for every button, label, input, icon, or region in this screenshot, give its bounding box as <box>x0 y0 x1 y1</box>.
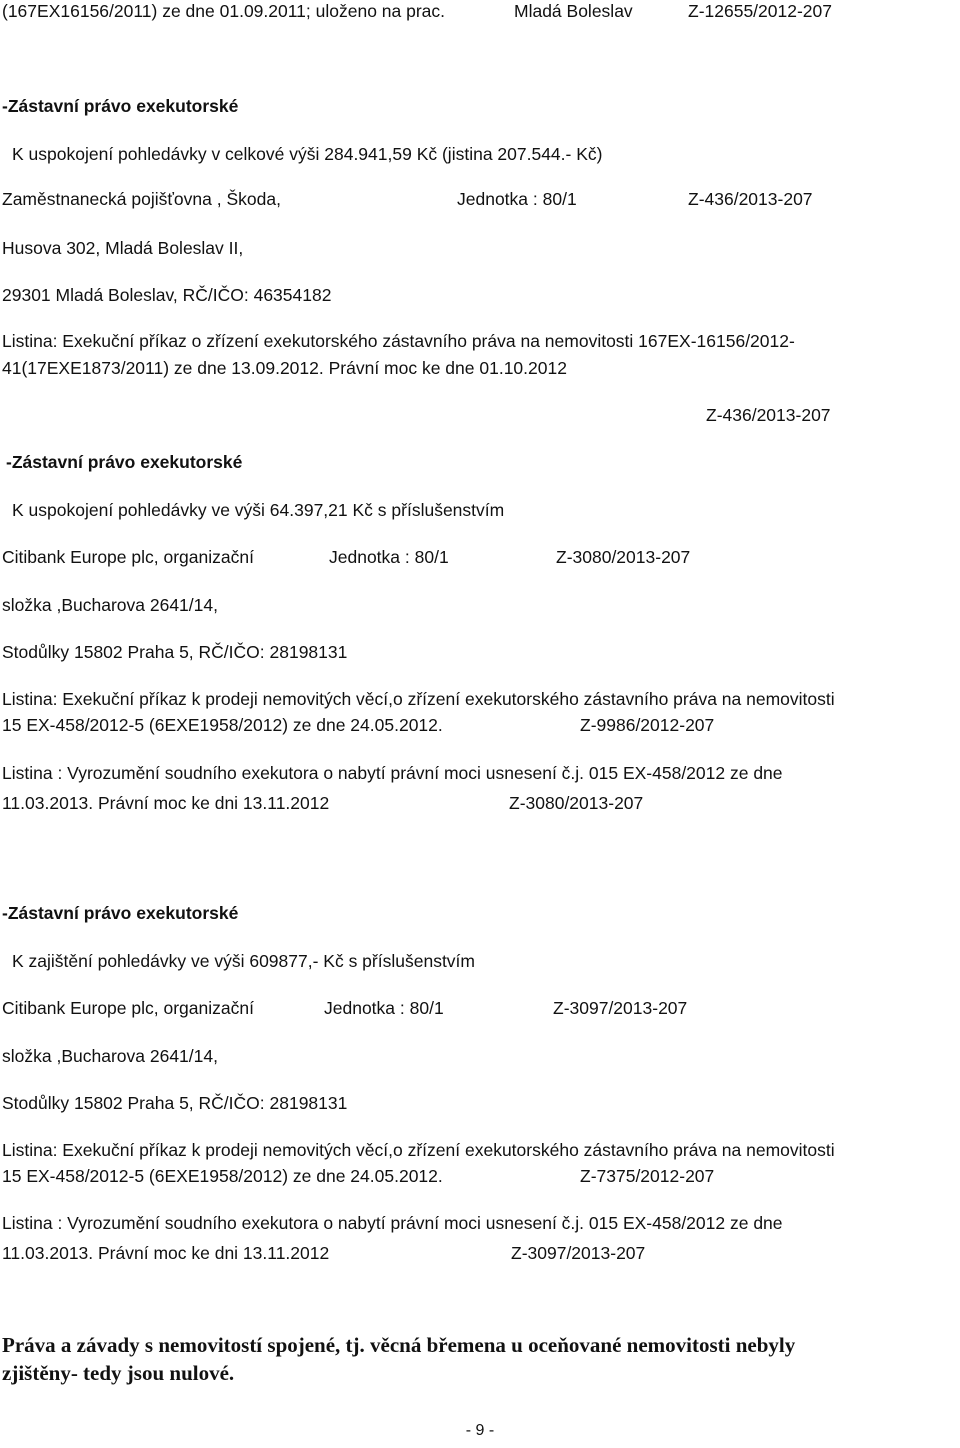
listina-line-2: 15 EX-458/2012-5 (6EXE1958/2012) ze dne 24.05.2012. <box>2 715 443 735</box>
creditor-name: Zaměstnanecká pojišťovna , Škoda, <box>2 189 281 209</box>
unit-label: Jednotka : 80/1 <box>324 998 444 1018</box>
top-line-1a: (167EX16156/2011) ze dne 01.09.2011; uloženo na prac. <box>2 1 446 21</box>
creditor-name: Citibank Europe plc, organizační <box>2 547 254 567</box>
creditor-name: Citibank Europe plc, organizační <box>2 998 254 1018</box>
listina-line-1: Listina: Exekuční příkaz o zřízení exekutorského zástavního práva na nemovitosti 167EX-16156/2012- <box>2 331 795 351</box>
top-line-1b: Mladá Boleslav <box>514 1 633 21</box>
unit-label: Jednotka : 80/1 <box>457 189 577 209</box>
listina-line-2: 41(17EXE1873/2011) ze dne 13.09.2012. Právní moc ke dne 01.10.2012 <box>2 358 567 378</box>
section-heading: -Zástavní právo exekutorské <box>6 452 243 472</box>
reference-number: Z-436/2013-207 <box>688 189 813 209</box>
reference-number: Z-7375/2012-207 <box>580 1166 715 1186</box>
reference-number: Z-3097/2013-207 <box>511 1243 646 1263</box>
creditor-address-1: složka ,Bucharova 2641/14, <box>2 1046 218 1066</box>
unit-label: Jednotka : 80/1 <box>329 547 449 567</box>
creditor-address-1: složka ,Bucharova 2641/14, <box>2 595 218 615</box>
vyrozumeni-line-1: Listina : Vyrozumění soudního exekutora o nabytí právní moci usnesení č.j. 015 EX-458/2012 ze dne <box>2 763 783 783</box>
creditor-address-2: Stodůlky 15802 Praha 5, RČ/IČO: 28198131 <box>2 642 348 662</box>
claim-text: K uspokojení pohledávky v celkové výši 284.941,59 Kč (jistina 207.544.- Kč) <box>12 144 603 164</box>
claim-text: K zajištění pohledávky ve výši 609877,- Kč s příslušenstvím <box>12 951 475 971</box>
creditor-address-2: 29301 Mladá Boleslav, RČ/IČO: 46354182 <box>2 285 332 305</box>
top-line-1c: Z-12655/2012-207 <box>688 1 832 21</box>
reference-number: Z-3097/2013-207 <box>553 998 688 1018</box>
listina-line-2: 15 EX-458/2012-5 (6EXE1958/2012) ze dne 24.05.2012. <box>2 1166 443 1186</box>
listina-line-1: Listina: Exekuční příkaz k prodeji nemovitých věcí,o zřízení exekutorského zástavního práva na nemovitosti <box>2 689 835 709</box>
claim-text: K uspokojení pohledávky ve výši 64.397,21 Kč s příslušenstvím <box>12 500 505 520</box>
creditor-address-1: Husova 302, Mladá Boleslav II, <box>2 238 244 258</box>
reference-number: Z-9986/2012-207 <box>580 715 715 735</box>
section-heading: -Zástavní právo exekutorské <box>2 903 239 923</box>
reference-number: Z-3080/2013-207 <box>509 793 644 813</box>
listina-line-1: Listina: Exekuční příkaz k prodeji nemovitých věcí,o zřízení exekutorského zástavního práva na nemovitosti <box>2 1140 835 1160</box>
reference-number: Z-3080/2013-207 <box>556 547 691 567</box>
vyrozumeni-line-2: 11.03.2013. Právní moc ke dni 13.11.2012 <box>2 793 330 813</box>
page-number: - 9 - <box>465 1422 495 1439</box>
vyrozumeni-line-1: Listina : Vyrozumění soudního exekutora o nabytí právní moci usnesení č.j. 015 EX-458/2012 ze dne <box>2 1213 783 1233</box>
reference-number: Z-436/2013-207 <box>706 405 831 425</box>
section-heading: -Zástavní právo exekutorské <box>2 96 239 116</box>
vyrozumeni-line-2: 11.03.2013. Právní moc ke dni 13.11.2012 <box>2 1243 330 1263</box>
conclusion-line-2: zjištěny- tedy jsou nulové. <box>2 1361 235 1385</box>
creditor-address-2: Stodůlky 15802 Praha 5, RČ/IČO: 28198131 <box>2 1093 348 1113</box>
conclusion-line-1: Práva a závady s nemovitostí spojené, tj. věcná břemena u oceňované nemovitosti nebyly <box>2 1333 796 1357</box>
